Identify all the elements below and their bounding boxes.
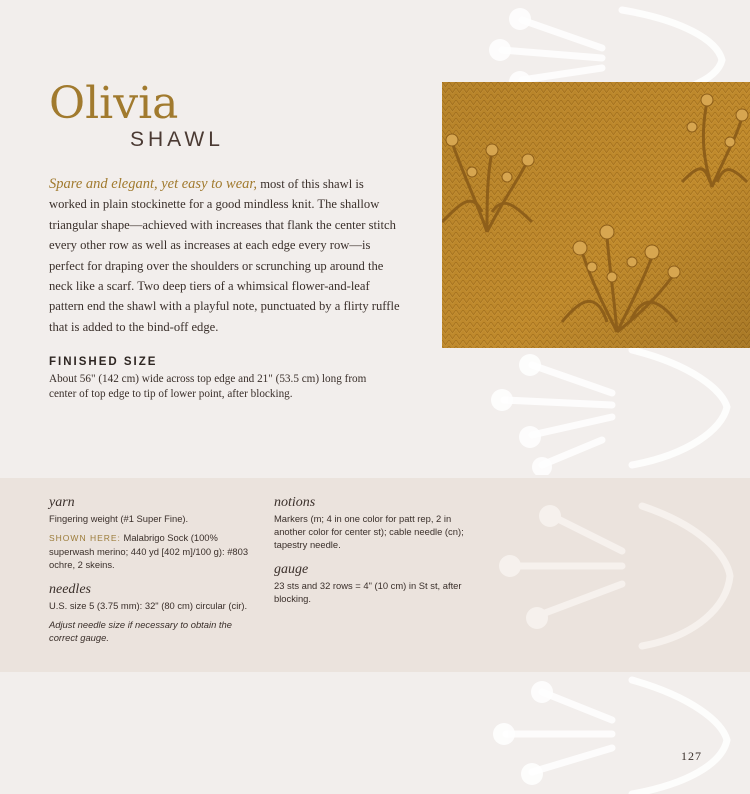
intro-lead: Spare and elegant, yet easy to wear,	[49, 176, 258, 192]
background-motif-middle	[482, 345, 750, 475]
materials-band	[0, 478, 750, 672]
pattern-title: Olivia	[49, 78, 179, 129]
materials-right-column	[274, 496, 474, 611]
materials-left-column	[49, 496, 254, 650]
yarn-shown-here	[49, 531, 254, 571]
shown-here-text: Malabrigo Sock (100% superwash merino; 440 yd [402 m]/100 g): #803 ochre, 2 skeins.	[49, 532, 249, 570]
needles-note: Adjust needle size if necessary to obtain the correct gauge.	[49, 619, 232, 643]
pattern-subtitle: SHAWL	[130, 128, 224, 151]
finished-size-heading: FINISHED SIZE	[49, 356, 158, 368]
yarn-heading: yarn	[49, 495, 75, 510]
background-motif-bottom	[482, 672, 750, 794]
shown-here-label: SHOWN HERE:	[49, 533, 121, 543]
notions-text: Markers (m; 4 in one color for patt rep, 2 in another color for center st); cable needle (cn); tapestry needle.	[274, 513, 464, 550]
page-number: 127	[681, 749, 702, 763]
background-motif-band	[482, 496, 750, 656]
intro-paragraph	[49, 174, 401, 337]
knit-swatch-photo	[442, 82, 750, 348]
gauge-text: 23 sts and 32 rows = 4" (10 cm) in St st, after blocking.	[274, 580, 462, 604]
needles-size: U.S. size 5 (3.75 mm): 32" (80 cm) circular (cir).	[49, 600, 248, 611]
needles-heading: needles	[49, 582, 91, 597]
intro-body: most of this shawl is worked in plain stockinette for a good mindless knit. The shallow triangular shape—achieved with increases that flank the center stitch every other row as well as increases at each edge every row—is perfect for draping over the shoulders or scrunching up around the neck like a scarf. Two deep tiers of a whimsical flower-and-leaf pattern end the shawl with a playful note, punctuated by a flirty ruffle that is added to the bind-off edge.	[49, 177, 400, 334]
finished-size-text: About 56" (142 cm) wide across top edge and 21" (53.5 cm) long from center of top edge to tip of lower point, after blocking.	[49, 373, 367, 400]
notions-heading: notions	[274, 495, 316, 510]
gauge-heading: gauge	[274, 562, 309, 577]
yarn-weight: Fingering weight (#1 Super Fine).	[49, 513, 189, 524]
